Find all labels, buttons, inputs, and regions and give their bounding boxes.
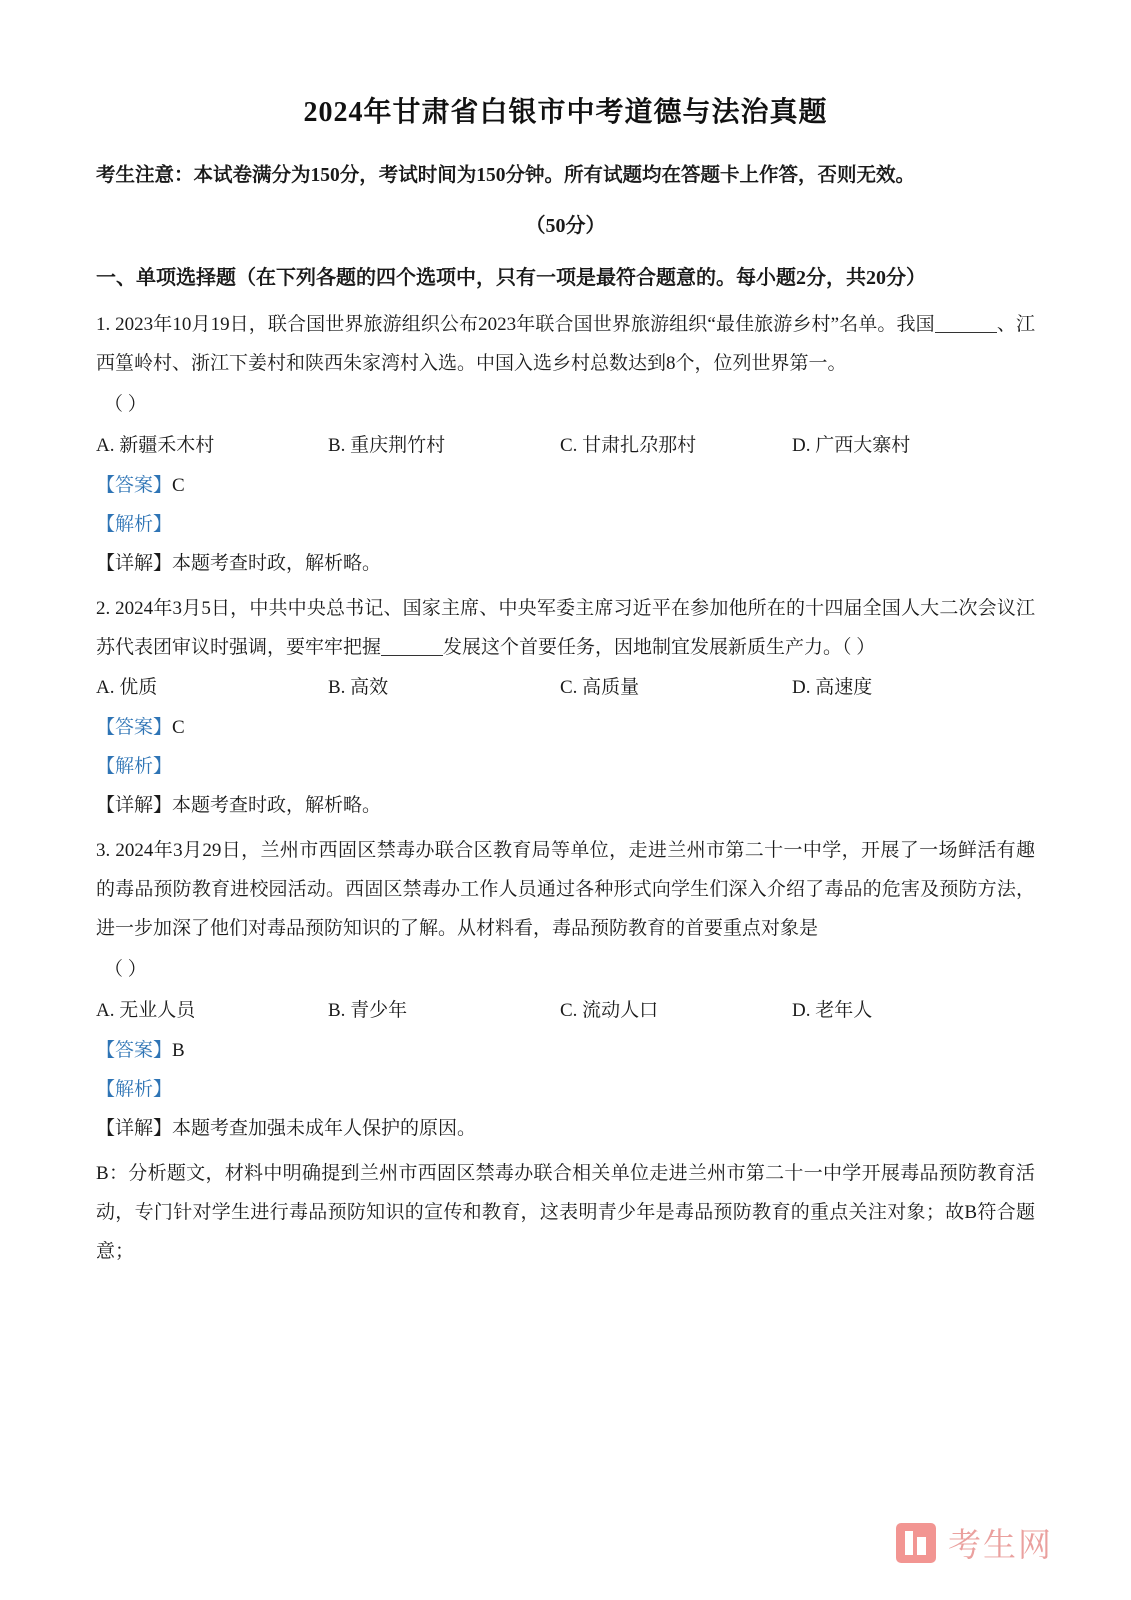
analysis-line xyxy=(96,506,1035,545)
question-stem-part2: 、江西篁岭村、浙江下姜村和陕西朱家湾村入选。中国入选乡村总数达到8个，位列世界第一。 xyxy=(96,313,1035,374)
question-stem xyxy=(96,590,1035,668)
option-d[interactable]: D. 广西大寨村 xyxy=(792,434,911,456)
option-b[interactable]: B. 青少年 xyxy=(328,1000,408,1022)
detail-text: 本题考查加强未成年人保护的原因。 xyxy=(172,1117,477,1139)
analysis-line xyxy=(96,748,1035,787)
notice-label: 考生注意： xyxy=(96,165,194,186)
watermark xyxy=(896,1519,1053,1566)
option-b[interactable]: B. 重庆荆竹村 xyxy=(328,434,446,456)
notice-body: 本试卷满分为150分，考试时间为150分钟。所有试题均在答题卡上作答，否则无效。 xyxy=(193,165,916,186)
detail-tag: 【详解】 xyxy=(96,552,173,574)
detail-line xyxy=(96,1110,1035,1149)
question-stem xyxy=(96,306,1035,384)
answer-value: C xyxy=(172,474,185,496)
analysis-tag: 【解析】 xyxy=(96,1078,173,1100)
analysis-body: B：分析题文，材料中明确提到兰州市西固区禁毒办联合相关单位走进兰州市第二十一中学开展毒品预防教育活动，专门针对学生进行毒品预防知识的宣传和教育，这表明青少年是毒品预防教育的重点关注对象；故B符合题意； xyxy=(96,1162,1035,1262)
option-c[interactable]: C. 甘肃扎尕那村 xyxy=(560,434,697,456)
question-item xyxy=(96,590,1035,827)
answer-value: B xyxy=(172,1040,185,1062)
detail-tag: 【详解】 xyxy=(96,1117,173,1139)
question-bracket: （ ） xyxy=(104,959,147,981)
question-stem-part1: 2. 2024年3月5日，中共中央总书记、国家主席、中央军委主席习近平在参加他所在的十四届全国人大二次会议江苏代表团审议时强调，要牢牢把握 xyxy=(96,597,1035,658)
exam-notice xyxy=(96,156,1035,196)
option-a[interactable]: A. 优质 xyxy=(96,677,158,699)
option-b[interactable]: B. 高效 xyxy=(328,677,389,699)
option-a[interactable]: A. 新疆禾木村 xyxy=(96,434,215,456)
question-stem-part1: 1. 2023年10月19日，联合国世界旅游组织公布2023年联合国世界旅游组织“最佳旅游乡村”名单。我国 xyxy=(96,313,935,335)
option-d[interactable]: D. 老年人 xyxy=(792,1000,873,1022)
detail-line xyxy=(96,787,1035,826)
page-title: 2024年甘肃省白银市中考道德与法治真题 xyxy=(303,97,828,128)
answer-tag: 【答案】 xyxy=(96,717,173,739)
option-c[interactable]: C. 高质量 xyxy=(560,677,640,699)
answer-line xyxy=(96,709,1035,748)
analysis-tag: 【解析】 xyxy=(96,513,173,535)
detail-text: 本题考查时政，解析略。 xyxy=(172,552,382,574)
option-row xyxy=(96,427,1035,465)
fill-blank xyxy=(935,332,997,333)
answer-value: C xyxy=(172,717,185,739)
watermark-logo-icon xyxy=(896,1523,936,1563)
option-c[interactable]: C. 流动人口 xyxy=(560,1000,659,1022)
answer-line xyxy=(96,467,1035,506)
analysis-tag: 【解析】 xyxy=(96,756,173,778)
question-item xyxy=(96,832,1035,1271)
option-row xyxy=(96,992,1035,1030)
score-line: （50分） xyxy=(525,214,606,237)
section-heading: 一、单项选择题（在下列各题的四个选项中，只有一项是最符合题意的。每小题2分，共20分） xyxy=(96,266,926,289)
question-stem-part2: 发展这个首要任务，因地制宜发展新质生产力。（ ） xyxy=(443,636,876,658)
analysis-line xyxy=(96,1071,1035,1110)
fill-blank xyxy=(381,655,443,656)
detail-tag: 【详解】 xyxy=(96,795,173,817)
answer-tag: 【答案】 xyxy=(96,1040,173,1062)
watermark-text: 考生网 xyxy=(948,1526,1053,1563)
question-item xyxy=(96,306,1035,584)
option-row xyxy=(96,669,1035,707)
question-stem: 3. 2024年3月29日，兰州市西固区禁毒办联合区教育局等单位，走进兰州市第二十一中学，开展了一场鲜活有趣的毒品预防教育进校园活动。西固区禁毒办工作人员通过各种形式向学生们深入介绍了毒品的危害及预防方法，进一步加深了他们对毒品预防知识的了解。从材料看，毒品预防教育的首要重点对象是 xyxy=(96,840,1035,940)
option-d[interactable]: D. 高速度 xyxy=(792,677,873,699)
option-a[interactable]: A. 无业人员 xyxy=(96,1000,196,1022)
question-bracket: （ ） xyxy=(104,393,147,415)
answer-line xyxy=(96,1032,1035,1071)
detail-line xyxy=(96,545,1035,584)
detail-text: 本题考查时政，解析略。 xyxy=(172,795,382,817)
answer-tag: 【答案】 xyxy=(96,474,173,496)
